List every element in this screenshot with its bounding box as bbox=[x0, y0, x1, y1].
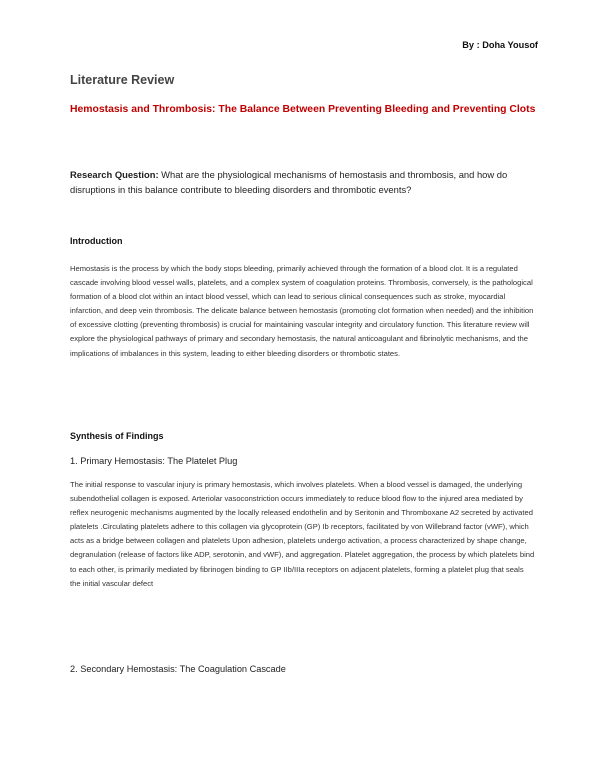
synthesis-heading: Synthesis of Findings bbox=[70, 431, 164, 441]
introduction-heading: Introduction bbox=[70, 236, 123, 246]
research-question bbox=[70, 167, 538, 197]
main-title: Hemostasis and Thrombosis: The Balance Between Preventing Bleeding and Preventing Clots bbox=[70, 104, 536, 115]
section-1-title: 1. Primary Hemostasis: The Platelet Plug bbox=[70, 456, 238, 466]
literature-review-title: Literature Review bbox=[70, 73, 175, 87]
section-1-paragraph: The initial response to vascular injury is primary hemostasis, which involves platelets. When a blood vessel is damaged, the underlying subendothelial collagen is exposed. Arteriolar vasoconstriction occurs immediately to reduce blood flow to the injured area mediated by reflex neurogenic mechanisms augmented by the locally released endothelin and by Seritonin and Thromboxane A2 secreted by activated platelets .Circulating platelets adhere to this collagen via glycoprotein (GP) Ib receptors, facilitated by von Willebrand factor (vWF), which acts as a bridge between collagen and platelets Upon adhesion, platelets undergo activation, a process characterized by shape change, degranulation (release of factors like ADP, serotonin, and vWF), and aggregation. Platelet aggregation, the process by which platelets bind to each other, is primarily mediated by fibrinogen binding to GP IIb/IIIa receptors on adjacent platelets, forming a platelet plug that seals the initial vascular defect bbox=[70, 480, 535, 588]
author-line: By : Doha Yousof bbox=[462, 40, 538, 50]
research-question-label: Research Question: bbox=[70, 169, 159, 180]
introduction-paragraph: Hemostasis is the process by which the body stops bleeding, primarily achieved through the formation of a blood clot. It is a regulated cascade involving blood vessel walls, platelets, and a complex system of coagulation proteins. Thrombosis, conversely, is the pathological formation of a blood clot within an intact blood vessel, which can lead to serious clinical consequences such as stroke, myocardial infarction, and deep vein thrombosis. The delicate balance between hemostasis (promoting clot formation when needed) and the inhibition of excessive clotting (preventing thrombosis) is crucial for maintaining vascular integrity and circulatory function. This literature review will explore the physiological pathways of primary and secondary hemostasis, the natural anticoagulant and fibrinolytic mechanisms, and the implications of imbalances in this system, leading to either bleeding disorders or thrombotic states. bbox=[70, 264, 534, 358]
research-question-text: What are the physiological mechanisms of hemostasis and thrombosis, and how do disruptions in this balance contribute to bleeding disorders and thrombotic events? bbox=[70, 169, 508, 195]
section-2-title: 2. Secondary Hemostasis: The Coagulation Cascade bbox=[70, 664, 286, 674]
